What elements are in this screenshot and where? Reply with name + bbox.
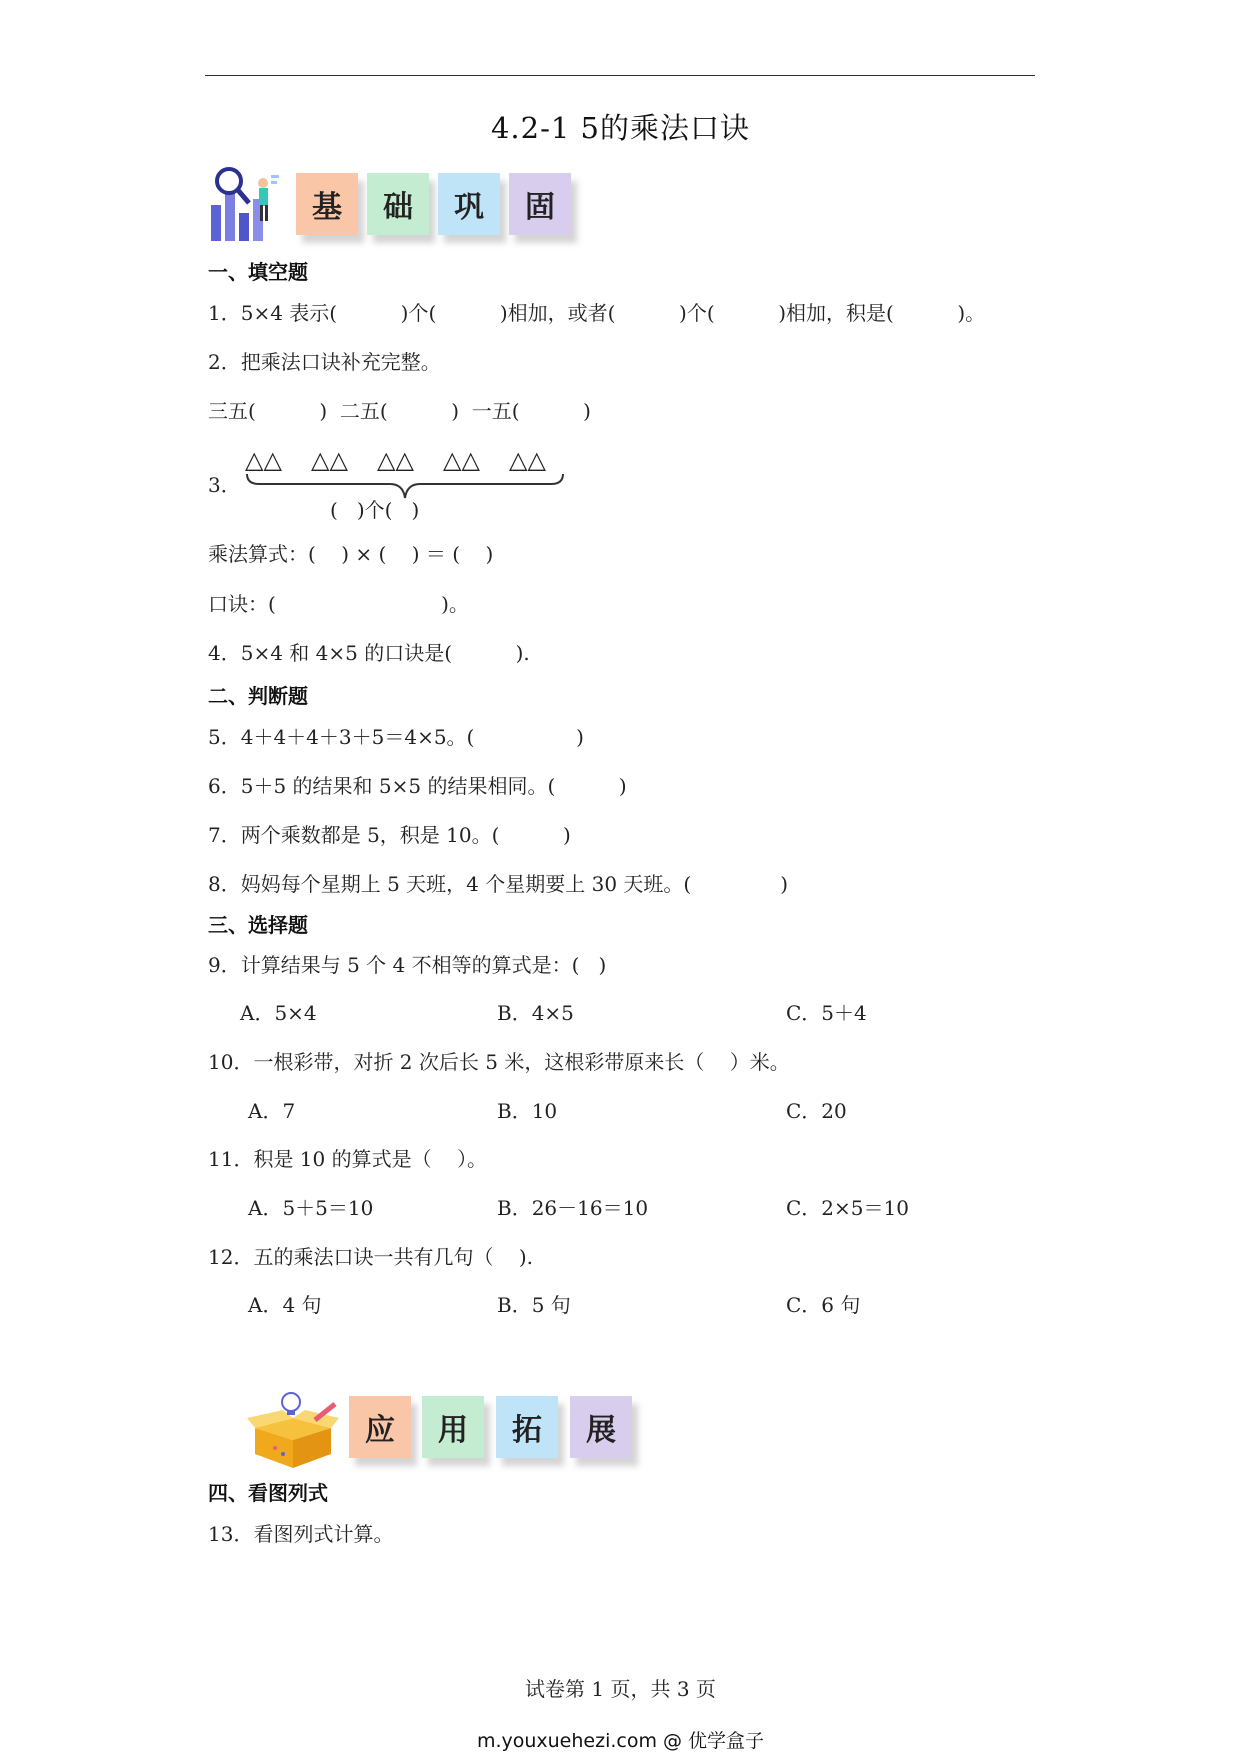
triangle-group: △△ <box>377 446 414 474</box>
banner-tile-3 <box>496 1396 558 1458</box>
banner-tile-char: 用 <box>438 1413 468 1448</box>
option-b: B．5 句 <box>497 1293 571 1317</box>
option-b: B．10 <box>497 1099 558 1123</box>
triangle-group: △△ <box>443 446 480 474</box>
question-1: 1．5×4 表示( )个( )相加，或者( )个( )相加，积是( )。 <box>208 301 986 325</box>
banner-tile-1 <box>349 1396 411 1458</box>
section-picture-equation: 四、看图列式 <box>208 1481 328 1505</box>
question-5: 5．4＋4＋4＋3＋5＝4×5。( ) <box>208 725 584 749</box>
banner-application <box>245 1390 665 1470</box>
question-3-under-brace: ( )个( ) <box>330 498 420 522</box>
question-3-formula: 乘法算式：( ) × ( ) ＝ ( ) <box>208 542 494 566</box>
question-6: 6．5＋5 的结果和 5×5 的结果相同。( ) <box>208 774 627 798</box>
question-11: 11．积是 10 的算式是（ ）。 <box>208 1147 488 1171</box>
section-true-false: 二、判断题 <box>208 684 308 708</box>
open-box-lightbulb-icon <box>245 1390 340 1470</box>
option-c: C．6 句 <box>786 1293 861 1317</box>
question-10: 10．一根彩带，对折 2 次后长 5 米，这根彩带原来长（ ）米。 <box>208 1050 790 1074</box>
option-b: B．4×5 <box>497 1001 574 1025</box>
banner-tile-char: 基 <box>312 190 342 225</box>
page-footer: 试卷第 1 页，共 3 页 <box>525 1677 716 1701</box>
banner-tile-char: 展 <box>586 1413 616 1448</box>
option-a: A．5＋5＝10 <box>248 1196 374 1220</box>
triangle-group: △△ <box>509 446 546 474</box>
page-title: 4.2-1 5的乘法口诀 <box>490 111 751 145</box>
option-a: A．7 <box>248 1099 296 1123</box>
section-fill-blank: 一、填空题 <box>208 260 308 284</box>
question-3-rhyme: 口诀：( )。 <box>208 592 469 616</box>
header-rule <box>205 75 1035 76</box>
question-2-items: 三五( ) 二五( ) 一五( ) <box>208 399 591 423</box>
banner-tile-char: 固 <box>525 190 555 225</box>
chart-magnifier-person-icon <box>205 165 285 245</box>
question-13: 13．看图列式计算。 <box>208 1522 394 1546</box>
question-7: 7．两个乘数都是 5，积是 10。( ) <box>208 823 571 847</box>
option-a: A．5×4 <box>240 1001 317 1025</box>
option-c: C．20 <box>786 1099 847 1123</box>
option-a: A．4 句 <box>248 1293 322 1317</box>
question-8: 8．妈妈每个星期上 5 天班，4 个星期要上 30 天班。( ) <box>208 872 789 896</box>
banner-tile-4 <box>570 1396 632 1458</box>
banner-tile-2 <box>422 1396 484 1458</box>
banner-tile-3 <box>438 173 500 235</box>
option-c: C．2×5＝10 <box>786 1196 909 1220</box>
option-c: C．5＋4 <box>786 1001 867 1025</box>
banner-tile-char: 应 <box>365 1413 395 1448</box>
banner-tile-4 <box>509 173 571 235</box>
banner-tile-char: 巩 <box>454 190 484 225</box>
triangle-group: △△ <box>245 446 282 474</box>
banner-tile-char: 础 <box>383 190 413 225</box>
question-4: 4．5×4 和 4×5 的口诀是( ). <box>208 641 530 665</box>
option-b: B．26－16＝10 <box>497 1196 649 1220</box>
question-3-number: 3． <box>208 473 241 497</box>
question-2: 2．把乘法口诀补充完整。 <box>208 350 441 374</box>
banner-tile-2 <box>367 173 429 235</box>
question-9: 9．计算结果与 5 个 4 不相等的算式是：( ) <box>208 953 607 977</box>
banner-basic <box>205 165 605 245</box>
question-12: 12．五的乘法口诀一共有几句（ ). <box>208 1245 534 1269</box>
triangle-group: △△ <box>311 446 348 474</box>
banner-tile-char: 拓 <box>512 1413 542 1448</box>
banner-tile-1 <box>296 173 358 235</box>
site-watermark: m.youxuehezi.com @ 优学盒子 <box>476 1730 765 1752</box>
section-multiple-choice: 三、选择题 <box>208 913 308 937</box>
